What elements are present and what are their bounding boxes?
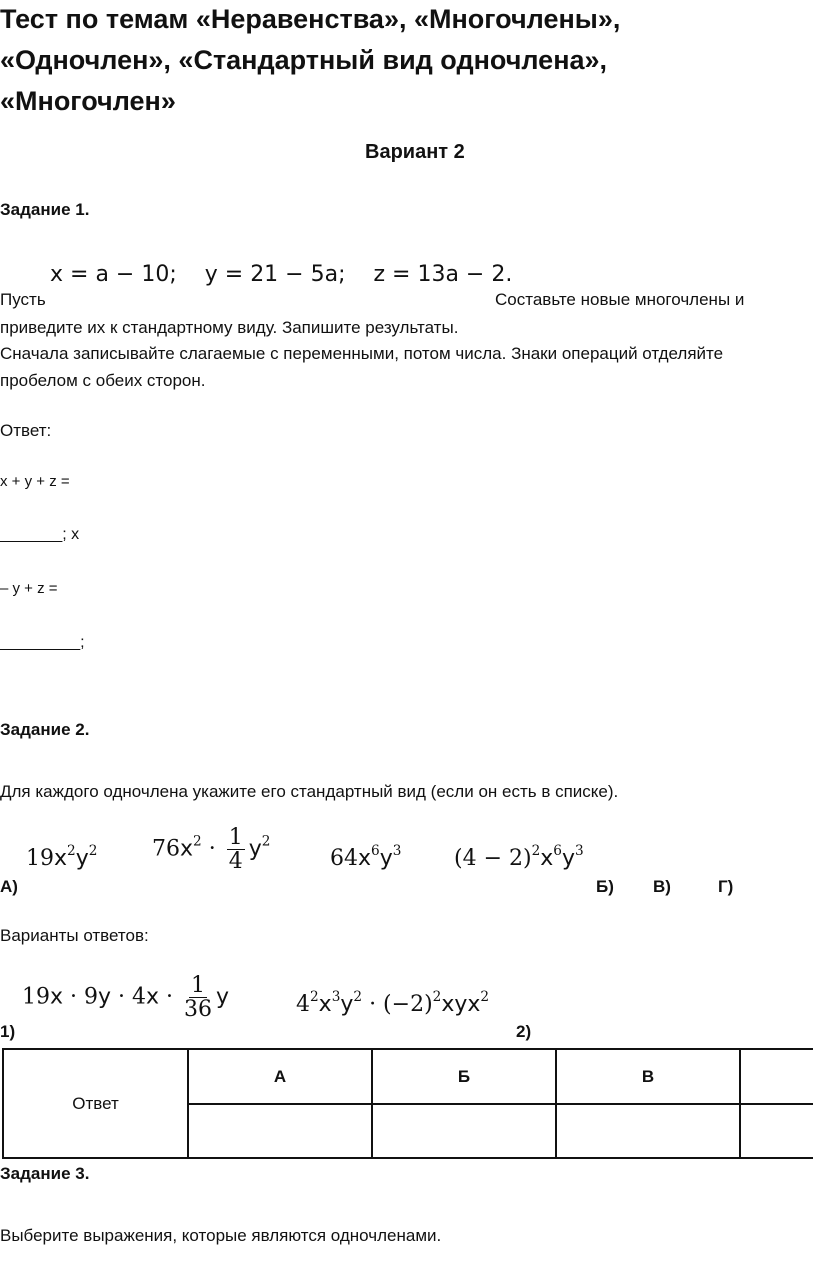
monomial-a: $19x^2y^2$ bbox=[26, 842, 98, 871]
monomial-v: $64x^6y^3$ bbox=[330, 842, 402, 871]
expr-2: – y + z = bbox=[0, 580, 58, 597]
label-g: Г) bbox=[718, 877, 734, 896]
label-a: А) bbox=[0, 877, 18, 896]
task1-note-line2: пробелом с обеих сторон. bbox=[0, 371, 206, 390]
formula-y: y = 21 − 5a; bbox=[204, 262, 346, 287]
answer-cell-a[interactable] bbox=[188, 1104, 372, 1158]
label-v: В) bbox=[653, 877, 671, 896]
table-header-v: В bbox=[556, 1049, 740, 1104]
task3-instruction: Выберите выражения, которые являются одночленами. bbox=[0, 1226, 442, 1245]
option-1-expr: 19x · 9y · 4x · $\frac{1}{36}$ y bbox=[22, 973, 230, 1023]
option-2-expr: $4^2x^3y^2 \cdot (-2)^2xyx^2$ bbox=[296, 988, 490, 1017]
task1-note-line1: Сначала записывайте слагаемые с переменными, потом числа. Знаки операций отделяйте bbox=[0, 344, 724, 363]
task1-formula bbox=[50, 262, 512, 287]
title-line-1: Тест по темам «Неравенства», «Многочлены», bbox=[0, 4, 621, 34]
option-1-label: 1) bbox=[0, 1022, 16, 1041]
expr-1: x + y + z = bbox=[0, 473, 70, 490]
option-2-label: 2) bbox=[516, 1022, 532, 1041]
table-header-g bbox=[740, 1049, 813, 1104]
answer-blank-2[interactable]: _________; bbox=[0, 634, 85, 651]
task2-heading: Задание 2. bbox=[0, 720, 90, 739]
answer-cell-v[interactable] bbox=[556, 1104, 740, 1158]
task1-instruction-line2: приведите их к стандартному виду. Запишите результаты. bbox=[0, 318, 459, 337]
answer-blank-1[interactable]: _______; x bbox=[0, 526, 80, 543]
task1-instruction-tail: Составьте новые многочлены и bbox=[495, 290, 745, 309]
title-line-2: «Одночлен», «Стандартный вид одночлена», bbox=[0, 45, 608, 75]
answer-label: Ответ: bbox=[0, 421, 52, 440]
formula-z: z = 13a − 2. bbox=[373, 262, 513, 287]
table-header-b: Б bbox=[372, 1049, 556, 1104]
task3-heading: Задание 3. bbox=[0, 1164, 90, 1183]
task1-heading: Задание 1. bbox=[0, 200, 90, 219]
variant-heading: Вариант 2 bbox=[365, 141, 465, 163]
label-b: Б) bbox=[596, 877, 614, 896]
answer-table bbox=[2, 1048, 813, 1159]
answer-cell-g[interactable] bbox=[740, 1104, 813, 1158]
title-line-3: «Многочлен» bbox=[0, 86, 176, 116]
options-label: Варианты ответов: bbox=[0, 926, 149, 945]
task2-instruction: Для каждого одночлена укажите его стандартный вид (если он есть в списке). bbox=[0, 782, 619, 801]
answer-row-label: Ответ bbox=[3, 1049, 188, 1158]
answer-cell-b[interactable] bbox=[372, 1104, 556, 1158]
table-header-a: А bbox=[188, 1049, 372, 1104]
let-word: Пусть bbox=[0, 290, 46, 309]
formula-x: x = a − 10; bbox=[50, 262, 177, 287]
monomial-g: $(4 - 2)^2x^6y^3$ bbox=[454, 842, 584, 871]
monomial-b: $76x^2$ · $\frac{1}{4}$ $y^2$ bbox=[152, 825, 271, 875]
